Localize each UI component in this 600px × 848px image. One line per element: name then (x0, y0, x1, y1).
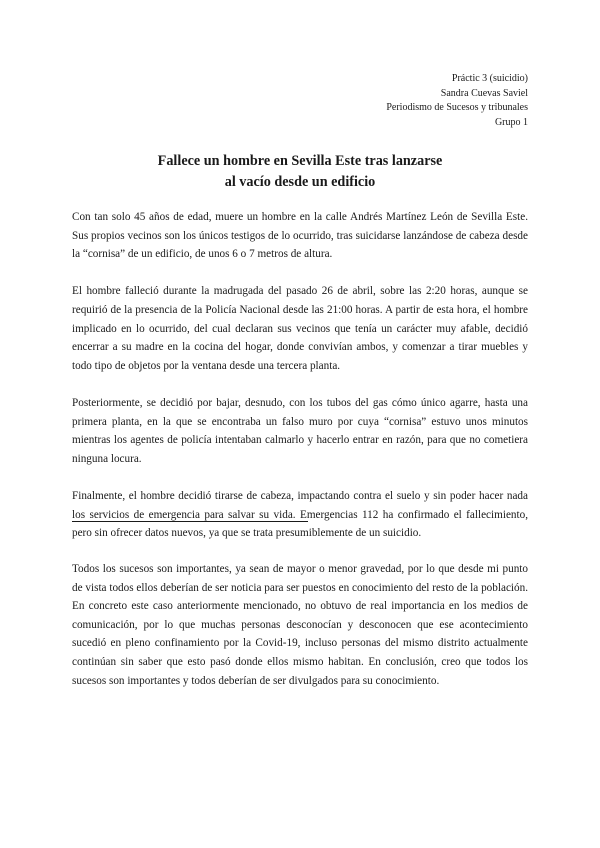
headline-line-2: al vacío desde un edificio (224, 174, 376, 190)
header-course: Periodismo de Sucesos y tribunales (386, 102, 528, 113)
news-body (72, 208, 528, 561)
separator-line (72, 521, 308, 522)
news-paragraph: Posteriormente, se decidió por bajar, desnudo, con los tubos del gas cómo único agarre, hasta una primera planta, en la que se encontraba un falso muro por cuya “cornisa” estuvo unos minutos mientras los agentes de policía intentaban calmarlo y hacerlo entrar en razón, para que no cometiera ninguna locura. (72, 396, 528, 465)
header-group: Grupo 1 (494, 116, 528, 128)
author-header (268, 72, 528, 130)
news-paragraph: Finalmente, el hombre decidió tirarse de cabeza, impactando contra el suelo y sin poder hacer nada los servicios de emergencia para salvar su vida. Emergencias 112 ha confirmado el fallecimiento, pero sin ofrecer datos nuevos, ya que se trata presumiblemente de un suicidio. (72, 489, 528, 540)
headline-line-1: Fallece un hombre en Sevilla Este tras lanzarse (157, 153, 443, 169)
news-paragraph: El hombre falleció durante la madrugada del pasado 26 de abril, sobre las 2:20 horas, aunque se requirió de la presencia de la Policía Nacional desde las 21:00 horas. A partir de esta hora, el hombre implicado en lo ocurrido, del cual declaran sus vecinos que tenía un carácter muy afable, decidió encerrar a su madre en la cocina del hogar, donde convivían ambos, y comenzar a tirar muebles y todo tipo de objetos por la ventana desde una tercera planta. (72, 285, 528, 372)
headline (72, 151, 528, 193)
news-paragraph: Con tan solo 45 años de edad, muere un hombre en la calle Andrés Martínez León de Sevilla Este. Sus propios vecinos son los únicos testigos de lo ocurrido, tras suicidarse lanzándose de cabeza desde la “cornisa” de un edificio, de unos 6 o 7 metros de altura. (72, 211, 528, 261)
header-author: Sandra Cuevas Saviel (440, 87, 528, 99)
header-assignment: Práctic 3 (suicidio) (451, 73, 528, 84)
opinion-paragraph: Todos los sucesos son importantes, ya sean de mayor o menor gravedad, por lo que desde mi punto de vista todos ellos deberían de ser noticia para ser puestos en conocimiento del resto de la población. En concreto este caso anteriormente mencionado, no obtuvo de real importancia en los medios de comunicación, por lo que muchas personas desconocían y desconocen que ese acontecimiento sucedió en pleno confinamiento por la Covid-19, incluso personas del mismo distrito actualmente continúan sin saber que esto pasó donde ellos mismo habitan. En conclusión, creo que todos los sucesos son importantes y todos deberían de ser divulgados para su conocimiento. (72, 563, 528, 687)
